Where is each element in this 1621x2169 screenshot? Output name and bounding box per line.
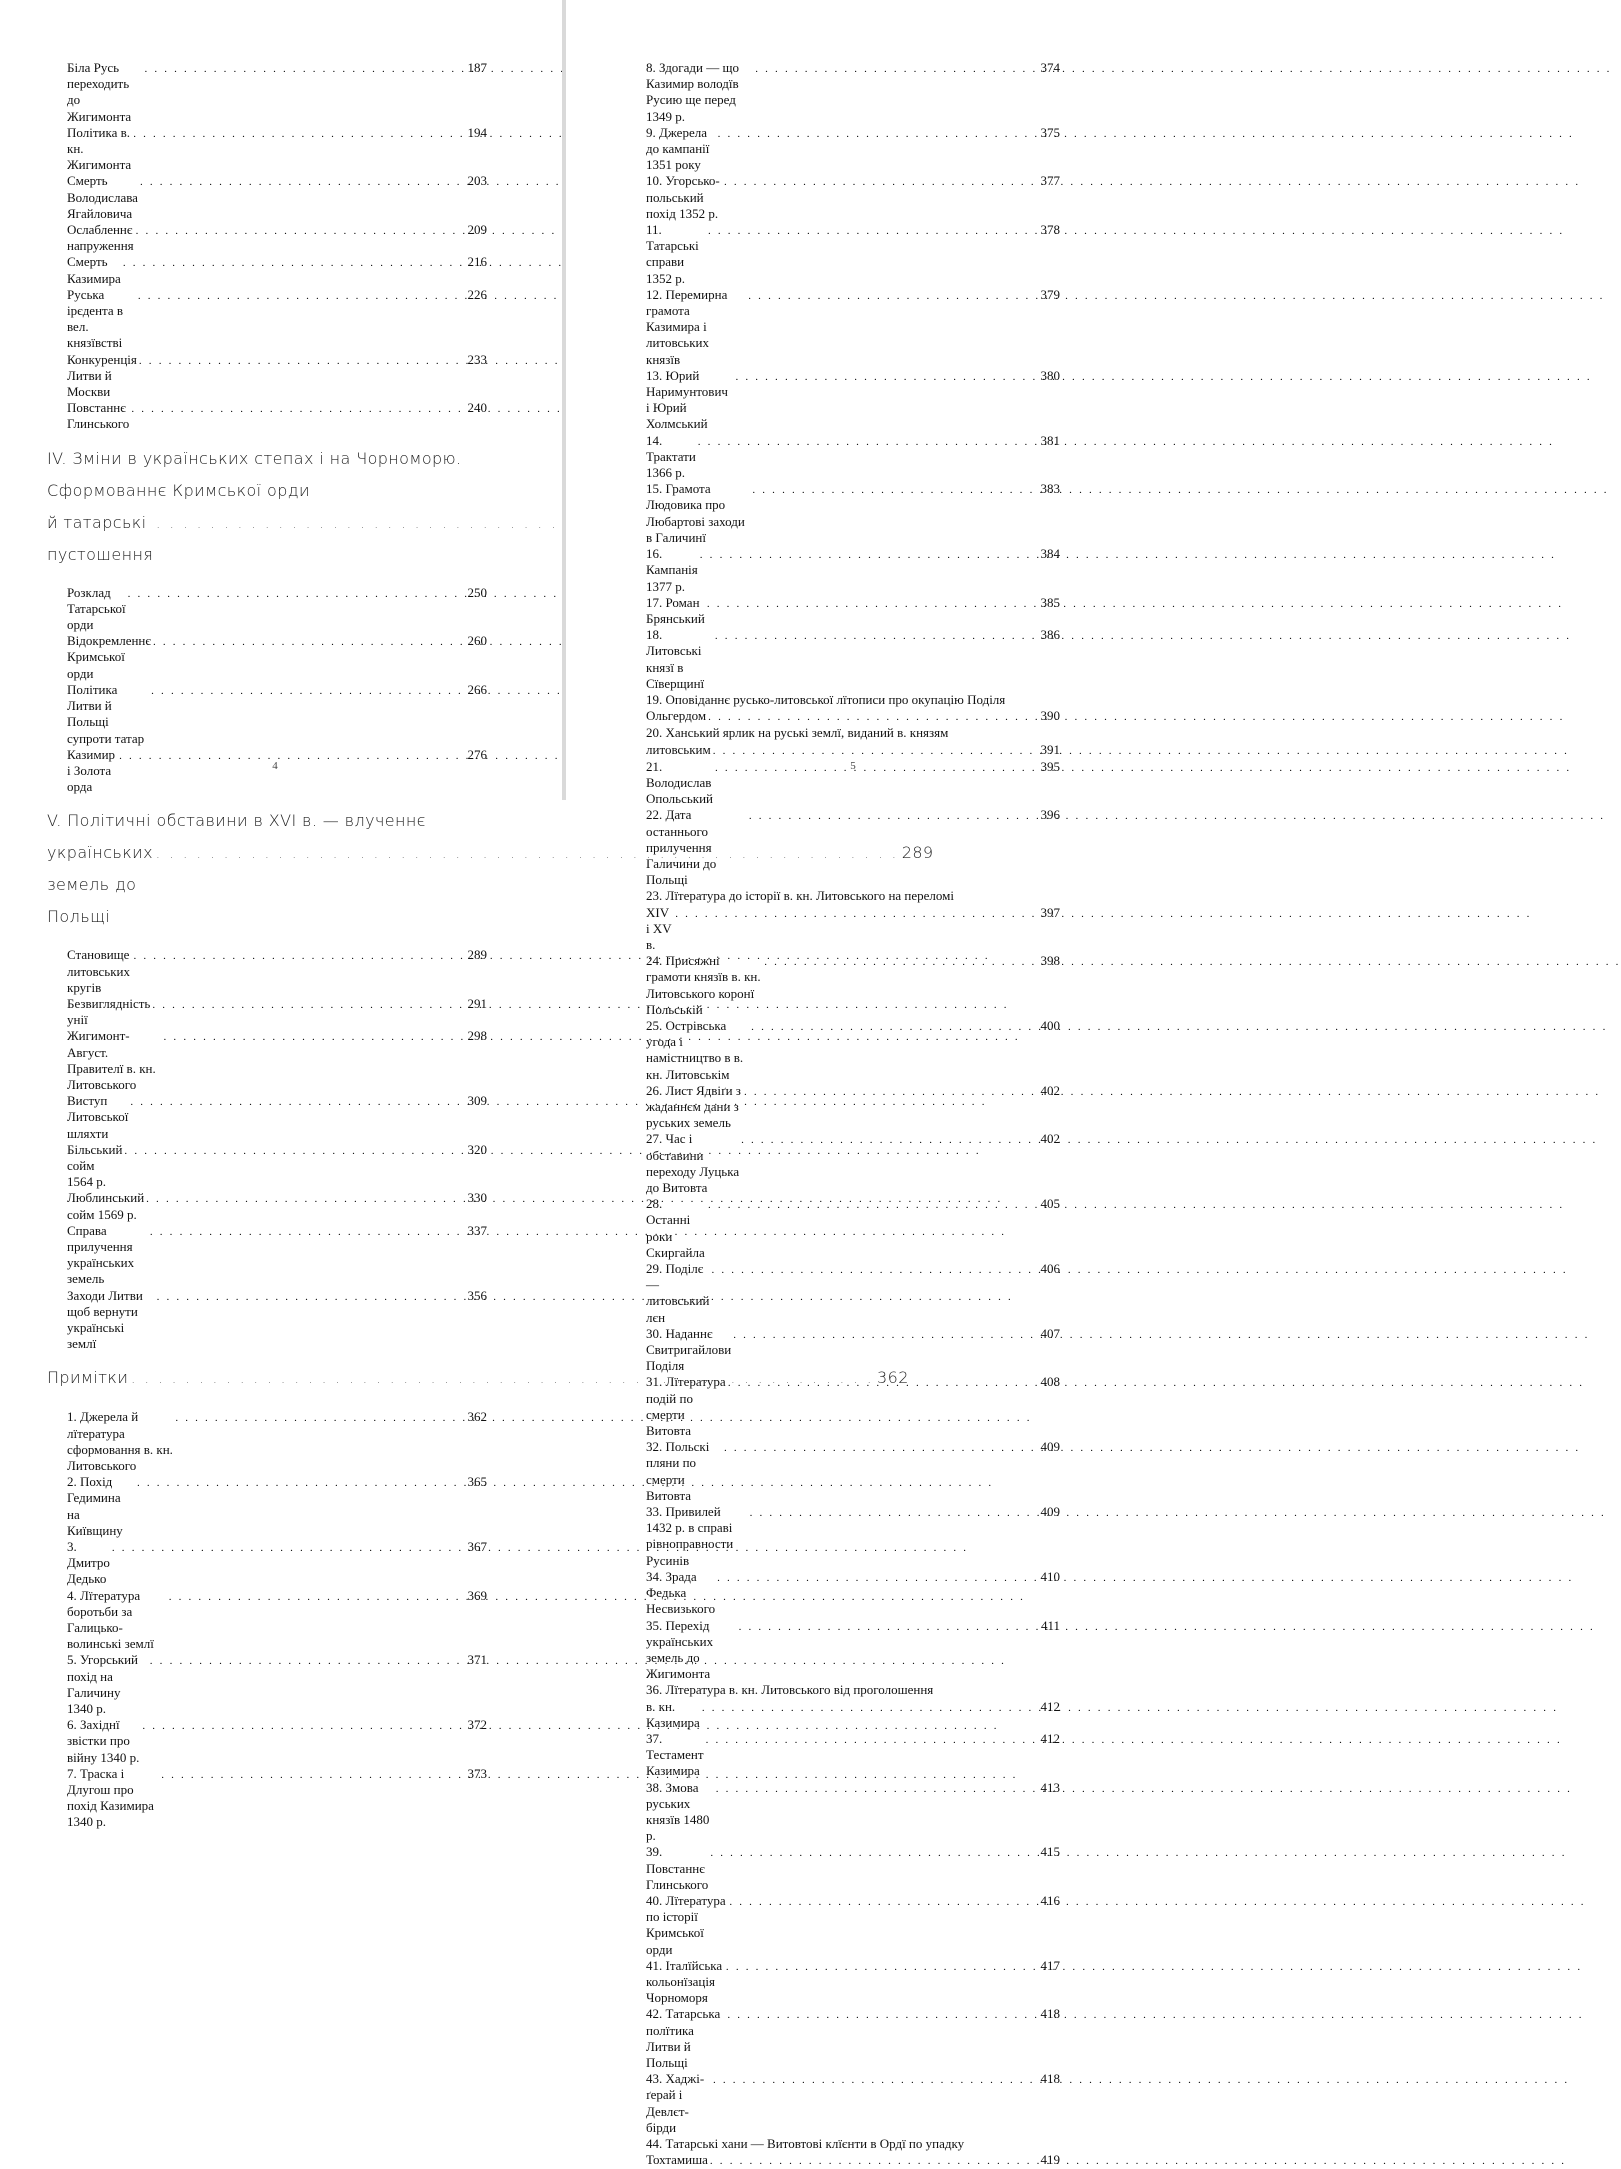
toc-entry — [67, 682, 487, 747]
page-number: 291 — [467, 995, 487, 1011]
entry-title: 29. Поділє — литовський лєн — [646, 1261, 710, 1325]
dot-leader — [708, 709, 1038, 725]
dot-leader — [702, 1700, 1039, 1716]
entry-title: 44. Татарські хани — Витовтові клїєнти в Ордї по упадку — [646, 2136, 965, 2151]
entry-title-continued: Тохтамиша — [646, 2152, 708, 2168]
toc-entry — [67, 947, 487, 996]
page-number: 419 — [1040, 2152, 1060, 2168]
entry-title: Ослабленнє напруження — [67, 222, 134, 254]
page-number: 413 — [1040, 1779, 1060, 1795]
entry-title: 22. Дата останнього прилучення Галичини до Польщі — [646, 807, 717, 888]
toc-entry — [67, 173, 487, 222]
toc-entry-line — [646, 742, 1060, 759]
page-number: 194 — [467, 124, 487, 140]
toc-entry — [67, 1288, 487, 1353]
dot-leader — [717, 1570, 1038, 1586]
page-number: 418 — [1040, 2071, 1060, 2087]
entry-title: Справа прилучення українських земель — [67, 1222, 135, 1287]
toc-entry — [646, 807, 1060, 888]
toc-entry — [646, 173, 1060, 222]
dot-leader — [711, 1262, 1038, 1278]
entry-title: Люблинський сойм 1569 р. — [67, 1190, 145, 1222]
entry-title: 42. Татарська полїтика Литви й Польщі — [646, 2006, 721, 2070]
toc-entry-line — [646, 888, 1060, 904]
entry-title: 13. Юрий Наримунтович і Юрий Холмський — [646, 367, 728, 432]
dot-leader — [157, 1289, 466, 1305]
dot-leader — [729, 1894, 1038, 1910]
dot-leader — [161, 1767, 465, 1783]
dot-leader — [151, 683, 465, 699]
entry-title: Повстаннє Глинського — [67, 400, 130, 432]
dot-leader — [724, 174, 1039, 190]
entry-title: 19. Оповіданнє русько-литовської лїтописи про окупацію Поділя — [646, 691, 1006, 707]
dot-leader — [727, 2007, 1038, 2023]
toc-entry — [67, 1766, 487, 1831]
toc-entry — [67, 352, 487, 401]
entry-title: 3. Дмитро Дедько — [67, 1539, 110, 1587]
toc-entry — [646, 2136, 1060, 2169]
chapter-heading-5-line-1 — [47, 805, 487, 837]
page-number: 396 — [1040, 807, 1060, 823]
entry-title: 40. Лїтература по історії Кримської орди — [646, 1892, 726, 1957]
toc-entry — [67, 1028, 487, 1093]
page-number: 402 — [1040, 1082, 1060, 1098]
entry-title: 11. Татарські справи 1352 р. — [646, 222, 699, 286]
dot-leader — [764, 954, 1038, 970]
entry-title: 18. Литовські князї в Сїверщинї — [646, 627, 705, 691]
dot-leader — [138, 288, 466, 304]
page-number: 383 — [1040, 481, 1060, 497]
dot-leader — [124, 1143, 465, 1159]
dot-leader — [131, 401, 465, 417]
page-number: 408 — [1040, 1374, 1060, 1390]
chapter-title: Сформованнє Кримської орди — [47, 480, 310, 500]
dot-leader — [175, 1410, 465, 1426]
page-number: 276 — [467, 746, 487, 762]
entry-title: 7. Траска і Длугош про похід Казимира 1340 р. — [67, 1765, 154, 1830]
dot-leader — [751, 1019, 1038, 1035]
page-number: 266 — [467, 681, 487, 697]
page-number: 373 — [467, 1765, 487, 1781]
entry-title-continued: XIV і XV в. — [646, 904, 672, 952]
dot-leader — [708, 223, 1039, 239]
page-number: 406 — [1040, 1261, 1060, 1277]
dot-leader — [739, 1619, 1039, 1635]
page-number: 416 — [1040, 1892, 1060, 1908]
page-number-footer: 5 — [850, 760, 856, 772]
entry-title: 20. Ханський ярлик на руські землї, виданий в. князям — [646, 725, 949, 741]
page-number: 386 — [1040, 627, 1060, 643]
entry-group-4 — [67, 1409, 487, 1830]
entry-title: 4. Лїтература боротьби за Галицько-волинські землї — [67, 1587, 154, 1652]
entry-title: 33. Привилей 1432 р. в справі рівноправности Русинів — [646, 1504, 734, 1568]
entry-title: Безвиглядність унії — [67, 995, 151, 1028]
page-number: 380 — [1040, 367, 1060, 383]
dot-leader — [700, 547, 1039, 563]
dot-leader — [741, 1132, 1038, 1148]
entry-title: 2. Похід Гедимина на Київщину — [67, 1474, 123, 1538]
entry-title: Жигимонт-Август. Правителї в. кн. Литовського — [67, 1028, 156, 1092]
toc-entry — [646, 953, 1060, 1018]
entry-title: Казимир і Золота орда — [67, 746, 116, 795]
dot-leader — [142, 1718, 465, 1734]
page-number: 362 — [877, 1368, 909, 1388]
toc-entry — [67, 1717, 487, 1766]
dot-leader — [698, 434, 1039, 450]
entry-title: Розклад Татарської орди — [67, 584, 126, 633]
toc-entry — [67, 1539, 487, 1588]
toc-entry — [646, 595, 1060, 627]
entry-title: Смерть Казимира — [67, 254, 121, 286]
toc-entry — [67, 222, 487, 254]
page-number: 412 — [1040, 1730, 1060, 1746]
page-number: 417 — [1040, 1957, 1060, 1973]
entry-title: Біла Русь переходить до Жигимонта — [67, 60, 132, 124]
entry-title: 5. Угорський похід на Галичину 1340 р. — [67, 1652, 138, 1717]
page-number: 216 — [467, 254, 487, 270]
page-number: 226 — [467, 286, 487, 302]
toc-entry — [67, 585, 487, 634]
entry-title: 28. Останні роки Скиргайла — [646, 1196, 705, 1260]
page-number: 187 — [467, 60, 487, 75]
entry-title: Конкуренція Литви й Москви — [67, 351, 137, 400]
page-number: 362 — [467, 1409, 487, 1425]
toc-entry — [67, 1223, 487, 1288]
entry-title: 8. Здогади — що Казимир володїв Русию ще перед 1349 р. — [646, 60, 739, 124]
dot-leader — [144, 61, 465, 77]
entry-group-1 — [67, 60, 487, 433]
dot-leader — [139, 353, 466, 369]
page-number: 412 — [1040, 1698, 1060, 1714]
entry-title: Смерть Володислава Ягайловича — [67, 173, 138, 221]
toc-entry — [646, 546, 1060, 595]
toc-entry — [646, 1731, 1060, 1780]
entry-title: 27. Час і обставини переходу Луцька до Витовта — [646, 1131, 740, 1196]
dot-leader — [735, 369, 1038, 385]
page-number: 395 — [1040, 758, 1060, 774]
dot-leader — [136, 223, 466, 239]
toc-entry — [67, 1588, 487, 1653]
entry-title: Відокремленнє Кримської орди — [67, 633, 151, 681]
toc-entry — [67, 1409, 487, 1474]
page-number: 356 — [467, 1287, 487, 1303]
toc-entry — [646, 2071, 1060, 2136]
dot-leader — [675, 906, 1038, 922]
dot-leader — [744, 1084, 1039, 1100]
chapter-heading-4-line-2 — [47, 475, 487, 507]
dot-leader — [133, 948, 465, 964]
toc-entry — [67, 287, 487, 352]
toc-entry-line — [646, 725, 1060, 741]
entry-title: 32. Польскі пляни по смерти Витовта — [646, 1439, 710, 1503]
table-of-contents-right — [646, 60, 1060, 2169]
toc-entry — [646, 60, 1060, 125]
notes-heading — [47, 1362, 909, 1395]
dot-leader — [748, 288, 1038, 304]
page-number: 390 — [1040, 708, 1060, 724]
dot-leader — [718, 126, 1039, 142]
entry-title: 25. Острівська угода і намістництво в в. кн. Литовськім — [646, 1017, 744, 1082]
page-number-footer: 4 — [272, 760, 278, 772]
entry-group-3 — [67, 947, 487, 1352]
dot-leader — [123, 255, 466, 271]
toc-entry — [67, 400, 487, 432]
toc-entry-line — [646, 1682, 1060, 1698]
page-number: 418 — [1040, 2006, 1060, 2022]
page-number: 400 — [1040, 1017, 1060, 1033]
dot-leader — [164, 1029, 466, 1045]
toc-entry — [646, 1780, 1060, 1845]
toc-entry — [646, 2006, 1060, 2071]
page-number: 330 — [467, 1190, 487, 1206]
entry-title: 38. Змова руських князїв 1480 р. — [646, 1779, 710, 1844]
entry-title: 30. Наданнє Свитригайлови Поділя — [646, 1325, 732, 1374]
entry-title: 9. Джерела до кампанії 1351 року — [646, 124, 710, 173]
toc-entry-line — [646, 708, 1060, 725]
entry-title: Більський сойм 1564 р. — [67, 1141, 123, 1190]
entry-title-continued: литовським — [646, 741, 711, 757]
dot-leader — [708, 1197, 1039, 1213]
page-number: 374 — [1040, 60, 1060, 75]
toc-entry — [67, 125, 487, 174]
entry-title: 24. Присяжні грамоти князїв в. кн. Литовського коронї Польській — [646, 953, 761, 1017]
toc-entry — [646, 287, 1060, 368]
chapter-heading-4-line-3 — [47, 507, 487, 571]
toc-entry-line — [646, 905, 1060, 954]
page-number: 411 — [1040, 1617, 1060, 1633]
page-number: 337 — [467, 1222, 487, 1238]
toc-entry-line — [646, 2136, 1060, 2152]
toc-entry-line — [646, 2152, 1060, 2169]
toc-entry — [646, 368, 1060, 433]
toc-entry — [646, 1569, 1060, 1618]
dot-leader — [755, 61, 1038, 77]
entry-title: Становище литовських кругів — [67, 947, 130, 995]
dot-leader — [130, 1094, 465, 1110]
toc-entry — [646, 1326, 1060, 1375]
page-number: 397 — [1040, 904, 1060, 920]
dot-leader — [707, 596, 1039, 612]
page-number: 381 — [1040, 432, 1060, 448]
page-number: 250 — [467, 584, 487, 600]
dot-leader — [713, 2072, 1039, 2088]
toc-entry — [646, 1682, 1060, 1731]
entry-title: 1. Джерела й лїтература сформовання в. кн. Литовського — [67, 1409, 173, 1473]
toc-entry — [646, 1083, 1060, 1132]
page-number: 409 — [1040, 1439, 1060, 1455]
toc-entry — [67, 1652, 487, 1717]
toc-entry — [646, 1131, 1060, 1196]
entry-title: 10. Угорсько-польський похід 1352 р. — [646, 173, 720, 221]
toc-entry — [646, 725, 1060, 758]
toc-entry — [646, 1844, 1060, 1893]
dot-leader — [137, 1475, 466, 1491]
dot-leader — [146, 1191, 465, 1207]
dot-leader — [752, 482, 1038, 498]
page-number: 209 — [467, 222, 487, 238]
dot-leader — [152, 997, 465, 1013]
toc-entry — [67, 1142, 487, 1191]
toc-entry — [646, 1439, 1060, 1504]
page-number: 371 — [467, 1652, 487, 1668]
dot-leader — [728, 1375, 1039, 1391]
page-number: 203 — [467, 173, 487, 189]
toc-entry — [646, 1261, 1060, 1326]
page-number: 409 — [1040, 1504, 1060, 1520]
dot-leader — [750, 1505, 1039, 1521]
dot-leader — [169, 1589, 466, 1605]
entry-title: 15. Грамота Людовика про Любартові заходи в Галичинї — [646, 481, 745, 545]
toc-entry — [67, 1190, 487, 1222]
dot-leader — [715, 628, 1039, 644]
notes-title: Примітки — [47, 1368, 129, 1388]
toc-entry — [646, 222, 1060, 287]
page-number: 372 — [467, 1717, 487, 1733]
dot-leader — [133, 126, 465, 142]
toc-entry — [646, 1374, 1060, 1439]
page-number: 377 — [1040, 173, 1060, 189]
page-number: 405 — [1040, 1196, 1060, 1212]
toc-entry — [646, 1196, 1060, 1261]
page-number: 240 — [467, 400, 487, 416]
entry-title: 12. Перемирна грамота Казимира і литовських князїв — [646, 286, 728, 367]
toc-entry — [646, 1958, 1060, 2007]
page-number: 379 — [1040, 286, 1060, 302]
page-number: 298 — [467, 1028, 487, 1044]
toc-entry — [67, 996, 487, 1028]
entry-title: 34. Зрада Федька Несвизького — [646, 1568, 716, 1617]
dot-leader — [153, 634, 466, 650]
toc-entry — [646, 1504, 1060, 1569]
page-number: 375 — [1040, 124, 1060, 140]
toc-entry — [646, 433, 1060, 482]
toc-entry — [646, 1018, 1060, 1083]
toc-entry — [67, 1093, 487, 1142]
dot-leader — [726, 1959, 1039, 1975]
page-number: 402 — [1040, 1131, 1060, 1147]
dot-leader — [140, 174, 466, 190]
toc-entry — [646, 1893, 1060, 1958]
dot-leader — [128, 586, 466, 602]
dot-leader — [706, 1732, 1039, 1748]
dot-leader — [749, 808, 1039, 824]
page-number: 233 — [467, 351, 487, 367]
page-number: 378 — [1040, 222, 1060, 238]
dot-leader — [733, 1327, 1038, 1343]
toc-entry — [646, 888, 1060, 953]
toc-entry — [646, 627, 1060, 692]
entry-title: 6. Західнї звістки про війну 1340 р. — [67, 1717, 140, 1765]
entry-title: 16. Кампанія 1377 р. — [646, 546, 698, 594]
entry-title: 37. Тестамент Казимира — [646, 1730, 704, 1779]
dot-leader — [150, 1224, 466, 1240]
entry-title: Виступ Литовської шляхти — [67, 1093, 129, 1141]
toc-entry — [646, 1618, 1060, 1683]
dot-leader — [715, 760, 1038, 776]
page-number: 289 — [901, 843, 934, 863]
entry-title: 31. Лїтература подій по смерти Витовта — [646, 1374, 726, 1439]
page-number: 320 — [467, 1141, 487, 1157]
page-number: 385 — [1040, 594, 1060, 610]
entry-title-continued: в. кн. Казимира — [646, 1698, 700, 1730]
entry-title: 26. Лист Ядвіґи з жаданнєм дани з руських земель — [646, 1082, 741, 1131]
dot-leader — [112, 1540, 466, 1556]
page-number: 398 — [1040, 953, 1060, 969]
toc-entry — [646, 481, 1060, 546]
page-number: 367 — [467, 1539, 487, 1555]
entry-title: Політика Литви й Польщі супроти татар — [67, 681, 145, 746]
toc-entry-line — [646, 1699, 1060, 1731]
entry-title-continued: Ольгердом — [646, 708, 707, 724]
chapter-title: V. Політичні обставини в XVI в. — влученнє — [47, 811, 426, 831]
chapter-heading-4-line-1 — [47, 443, 487, 475]
dot-leader — [710, 2153, 1039, 2169]
page-number: 369 — [467, 1587, 487, 1603]
entry-title: 23. Лїтература до історії в. кн. Литовського на переломі — [646, 888, 954, 904]
dot-leader — [716, 1781, 1039, 1797]
page-number: 415 — [1040, 1844, 1060, 1860]
entry-title: 41. Італїйська кольонїзація Чорноморя — [646, 1957, 723, 2006]
toc-entry — [67, 254, 487, 286]
page-number: 260 — [467, 633, 487, 649]
entry-title: 39. Повстаннє Глинського — [646, 1844, 709, 1892]
entry-title: 36. Лїтература в. кн. Литовського від проголошення — [646, 1682, 934, 1698]
toc-entry-line — [646, 692, 1060, 708]
toc-entry — [67, 60, 487, 125]
entry-title: Заходи Литви щоб вернути українські землї — [67, 1287, 143, 1352]
entry-title: Політика в. кн. Жигимонта — [67, 124, 132, 173]
toc-entry — [67, 1474, 487, 1539]
entry-title: 21. Володислав Опольський — [646, 758, 714, 807]
entry-title: 35. Перехід українських земель до Жигимонта — [646, 1617, 714, 1682]
page-number: 407 — [1040, 1325, 1060, 1341]
toc-entry — [67, 633, 487, 682]
chapter-title: українських земель до Польщі — [47, 843, 153, 927]
chapter-title: й татарські пустошення — [47, 512, 154, 564]
toc-entry — [646, 692, 1060, 725]
dot-leader — [713, 743, 1039, 759]
entry-title: Руська ірєдента в вел. князївстві — [67, 286, 124, 351]
toc-entry — [646, 125, 1060, 174]
page-number: 410 — [1040, 1568, 1060, 1584]
page-number: 309 — [467, 1093, 487, 1109]
page-number: 365 — [467, 1474, 487, 1490]
chapter-title: IV. Зміни в українських степах і на Чорноморю. — [47, 448, 462, 468]
entry-title: 43. Хаджі-ґерай і Девлєт-бірди — [646, 2071, 705, 2135]
page-number: 384 — [1040, 546, 1060, 562]
dot-leader — [710, 1845, 1038, 1861]
page-number: 391 — [1040, 741, 1060, 757]
page-number: 289 — [467, 947, 487, 963]
dot-leader — [150, 1653, 466, 1669]
dot-leader — [724, 1440, 1039, 1456]
entry-title: 17. Роман Брянський — [646, 594, 705, 626]
entry-title: 14. Трактати 1366 р. — [646, 432, 696, 481]
